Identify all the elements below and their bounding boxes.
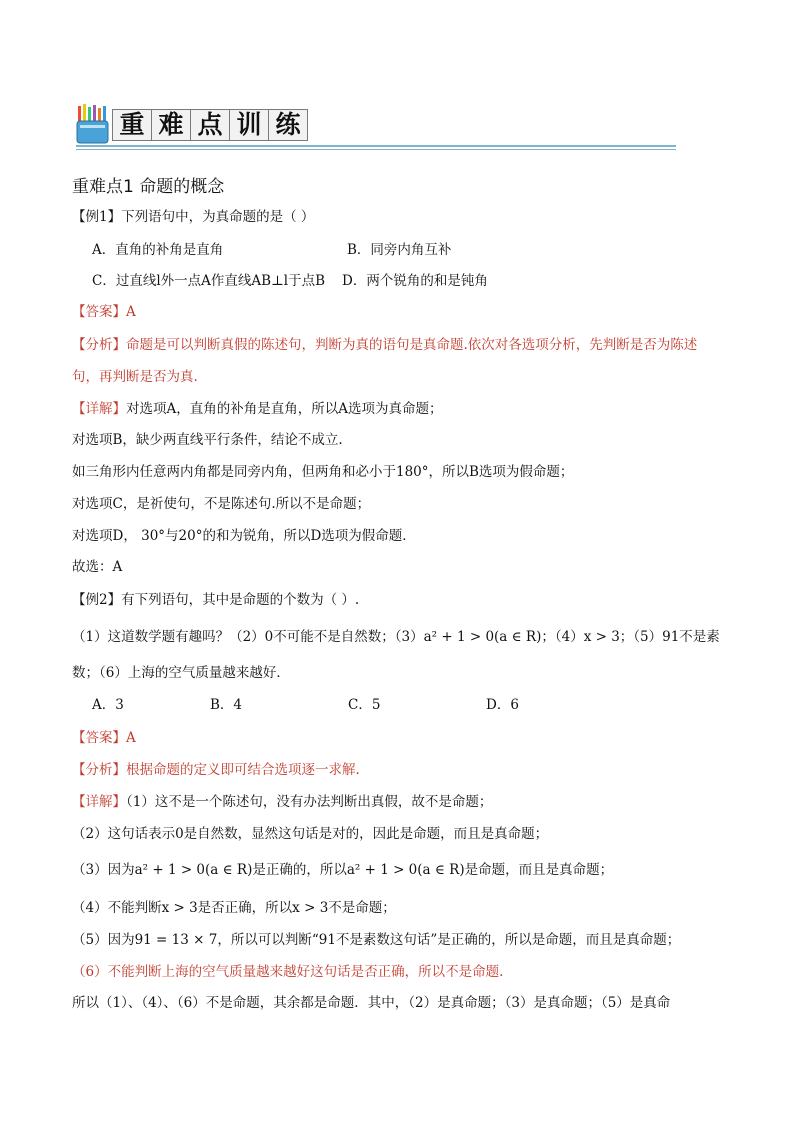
option-b: B．4 xyxy=(210,697,243,713)
banner-char: 难 xyxy=(151,109,191,141)
analysis-label: 【分析】 xyxy=(72,762,126,778)
detail-line xyxy=(72,400,443,418)
banner-char: 重 xyxy=(112,109,152,141)
statement-line: 数；（6）上海的空气质量越来越好． xyxy=(72,665,290,681)
answer xyxy=(72,303,136,321)
answer-label: 【答案】 xyxy=(72,304,126,320)
analysis xyxy=(72,336,697,354)
banner-char: 训 xyxy=(229,109,269,141)
analysis-text: 根据命题的定义即可结合选项逐一求解. xyxy=(126,762,360,778)
banner-char: 练 xyxy=(268,109,308,141)
detail-line: （3）因为a² + 1 > 0(a ∈ R)是正确的，所以a² + 1 > 0(a ∈ R)是命题，而且是真命题； xyxy=(72,862,614,878)
detail-line: 对选项C，是祈使句，不是陈述句.所以不是命题； xyxy=(72,496,371,512)
banner-rule xyxy=(76,145,676,147)
option-c: C．5 xyxy=(348,697,381,713)
answer-value: A xyxy=(126,304,136,320)
example-2-question xyxy=(72,591,359,609)
option-d: D．6 xyxy=(486,697,519,713)
analysis-text-cont: 句，再判断是否为真. xyxy=(72,369,198,385)
answer-value: A xyxy=(126,730,136,746)
banner-title xyxy=(112,109,307,141)
example-label: 【例1】 xyxy=(72,209,122,225)
question-text: 有下列语句，其中是命题的个数为（ ）. xyxy=(121,592,360,608)
question-text: 下列语句中，为真命题的是（ ） xyxy=(121,209,315,225)
detail-label: 【详解】 xyxy=(72,794,126,810)
analysis xyxy=(72,761,360,779)
detail-text: （1）这不是一个陈述句，没有办法判断出真假，故不是命题； xyxy=(126,794,493,810)
banner-char: 点 xyxy=(190,109,230,141)
pencil-cup-icon xyxy=(76,103,110,145)
detail-line: （2）这句话表示0是自然数，显然这句话是对的，因此是命题，而且是真命题； xyxy=(72,826,549,842)
answer-label: 【答案】 xyxy=(72,730,126,746)
option-d: D．两个锐角的和是钝角 xyxy=(342,273,488,289)
example-1-question xyxy=(72,208,314,226)
detail-line: 对选项D， 30°与20°的和为锐角，所以D选项为假命题． xyxy=(72,528,416,544)
statement-line: （1）这道数学题有趣吗？（2）0不可能不是自然数；（3）a² + 1 > 0(a ∈ R)；（4）x > 3；（5）91不是素 xyxy=(72,629,720,645)
banner-rule-thin xyxy=(76,149,676,150)
section-title: 重难点1 命题的概念 xyxy=(72,177,225,197)
detail-line: 对选项B，缺少两直线平行条件，结论不成立. xyxy=(72,432,343,448)
detail-line xyxy=(72,793,492,811)
analysis-label: 【分析】 xyxy=(72,337,126,353)
detail-line: 如三角形内任意两内角都是同旁内角，但两角和必小于180°，所以B选项为假命题； xyxy=(72,464,574,480)
analysis-text: 命题是可以判断真假的陈述句，判断为真的语句是真命题.依次对各选项分析，先判断是否为陈述 xyxy=(126,337,698,353)
detail-label: 【详解】 xyxy=(72,401,126,417)
option-a: A．直角的补角是直角 xyxy=(92,242,224,258)
detail-line: 故选：A xyxy=(72,559,123,575)
detail-text: 对选项A，直角的补角是直角，所以A选项为真命题； xyxy=(126,401,443,417)
option-b: B．同旁内角互补 xyxy=(347,242,452,258)
detail-line: （4）不能判断x > 3是否正确，所以x > 3不是命题； xyxy=(72,900,396,916)
answer xyxy=(72,729,136,747)
detail-line: 所以（1）、（4）、（6）不是命题，其余都是命题．其中，（2）是真命题；（3）是真命题；（5）是真命 xyxy=(72,995,671,1011)
detail-line: （6）不能判断上海的空气质量越来越好这句话是否正确，所以不是命题. xyxy=(72,964,504,980)
section-banner xyxy=(76,97,676,153)
option-a: A．3 xyxy=(92,697,124,713)
example-label: 【例2】 xyxy=(72,592,122,608)
option-c: C．过直线l外一点A作直线AB⊥l于点B xyxy=(92,273,325,289)
detail-line: （5）因为91 = 13 × 7，所以可以判断“91不是素数这句话”是正确的，所以是命题，而且是真命题； xyxy=(72,932,681,948)
